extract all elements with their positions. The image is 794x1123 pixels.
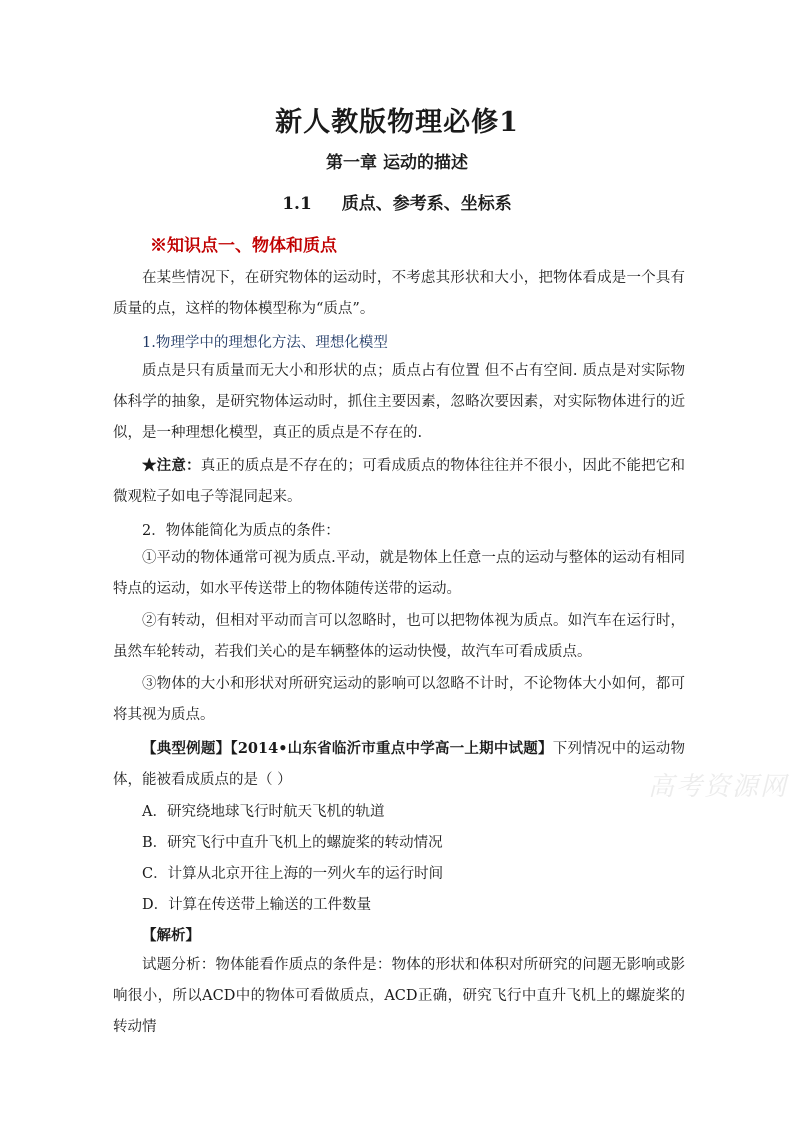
example-tag: 【典型例题】 [142,740,231,757]
analysis-body: 试题分析：物体能看作质点的条件是：物体的形状和体积对所研究的问题无影响或影响很小，所以ACD中的物体可看做质点，ACD正确，研究飞行中直升飞机上的螺旋桨的转动情 [113,957,685,1035]
option-d: D．计算在传送带上输送的工件数量 [142,897,372,913]
chapter-heading: 第一章 运动的描述 [326,153,468,173]
option-c: C．计算从北京开往上海的一列火车的运行时间 [142,866,444,882]
item1-body: 质点是只有质量而无大小和形状的点；质点占有位置 但不占有空间. 质点是对实际物体科学的抽象，是研究物体运动时，抓住主要因素，忽略次要因素，对实际物体进行的近似，是一种理想化模型，真正的质点是不存在的. [113,363,685,441]
condition-2: ②有转动，但相对平动而言可以忽略时，也可以把物体视为质点。如汽车在运行时，虽然车轮转动，若我们关心的是车辆整体的运动快慢，故汽车可看成质点。 [113,613,685,660]
example-question [113,733,685,796]
analysis-tag: 【解析】 [142,927,200,944]
section-heading [0,189,794,214]
knowledge-point-heading: ※知识点一、物体和质点 [150,236,337,256]
watermark: 高考资源网 [648,772,789,802]
note-body: 真正的质点是不存在的；可看成质点的物体往往并不很小，因此不能把它和微观粒子如电子等混同起来。 [113,458,686,505]
note-paragraph [113,450,685,513]
section-title: 质点、参考系、坐标系 [341,194,512,214]
intro-paragraph: 在某些情况下，在研究物体的运动时，不考虑其形状和大小，把物体看成是一个具有质量的点，这样的物体模型称为“质点”。 [113,270,685,317]
example-source: 【2014•山东省临沂市重点中学高一上期中试题】 [230,740,553,757]
option-a: A．研究绕地球飞行时航天飞机的轨道 [142,804,385,820]
example-question-text: 下列情况中的运动物体，能被看成质点的是（ ） [113,741,686,788]
condition-3: ③物体的大小和形状对所研究运动的影响可以忽略不计时，不论物体大小如何，都可将其视为质点。 [113,676,685,723]
document-title: 新人教版物理必修1 [275,107,519,138]
item1-title: 1.物理学中的理想化方法、理想化模型 [142,335,388,351]
section-number: 1.1 [282,194,312,214]
note-label: ★注意： [142,457,201,474]
option-b: B．研究飞行中直升飞机上的螺旋桨的转动情况 [142,835,443,851]
item2-title: 2．物体能简化为质点的条件： [142,523,340,539]
condition-1: ①平动的物体通常可视为质点.平动，就是物体上任意一点的运动与整体的运动有相同特点的运动，如水平传送带上的物体随传送带的运动。 [113,550,685,597]
